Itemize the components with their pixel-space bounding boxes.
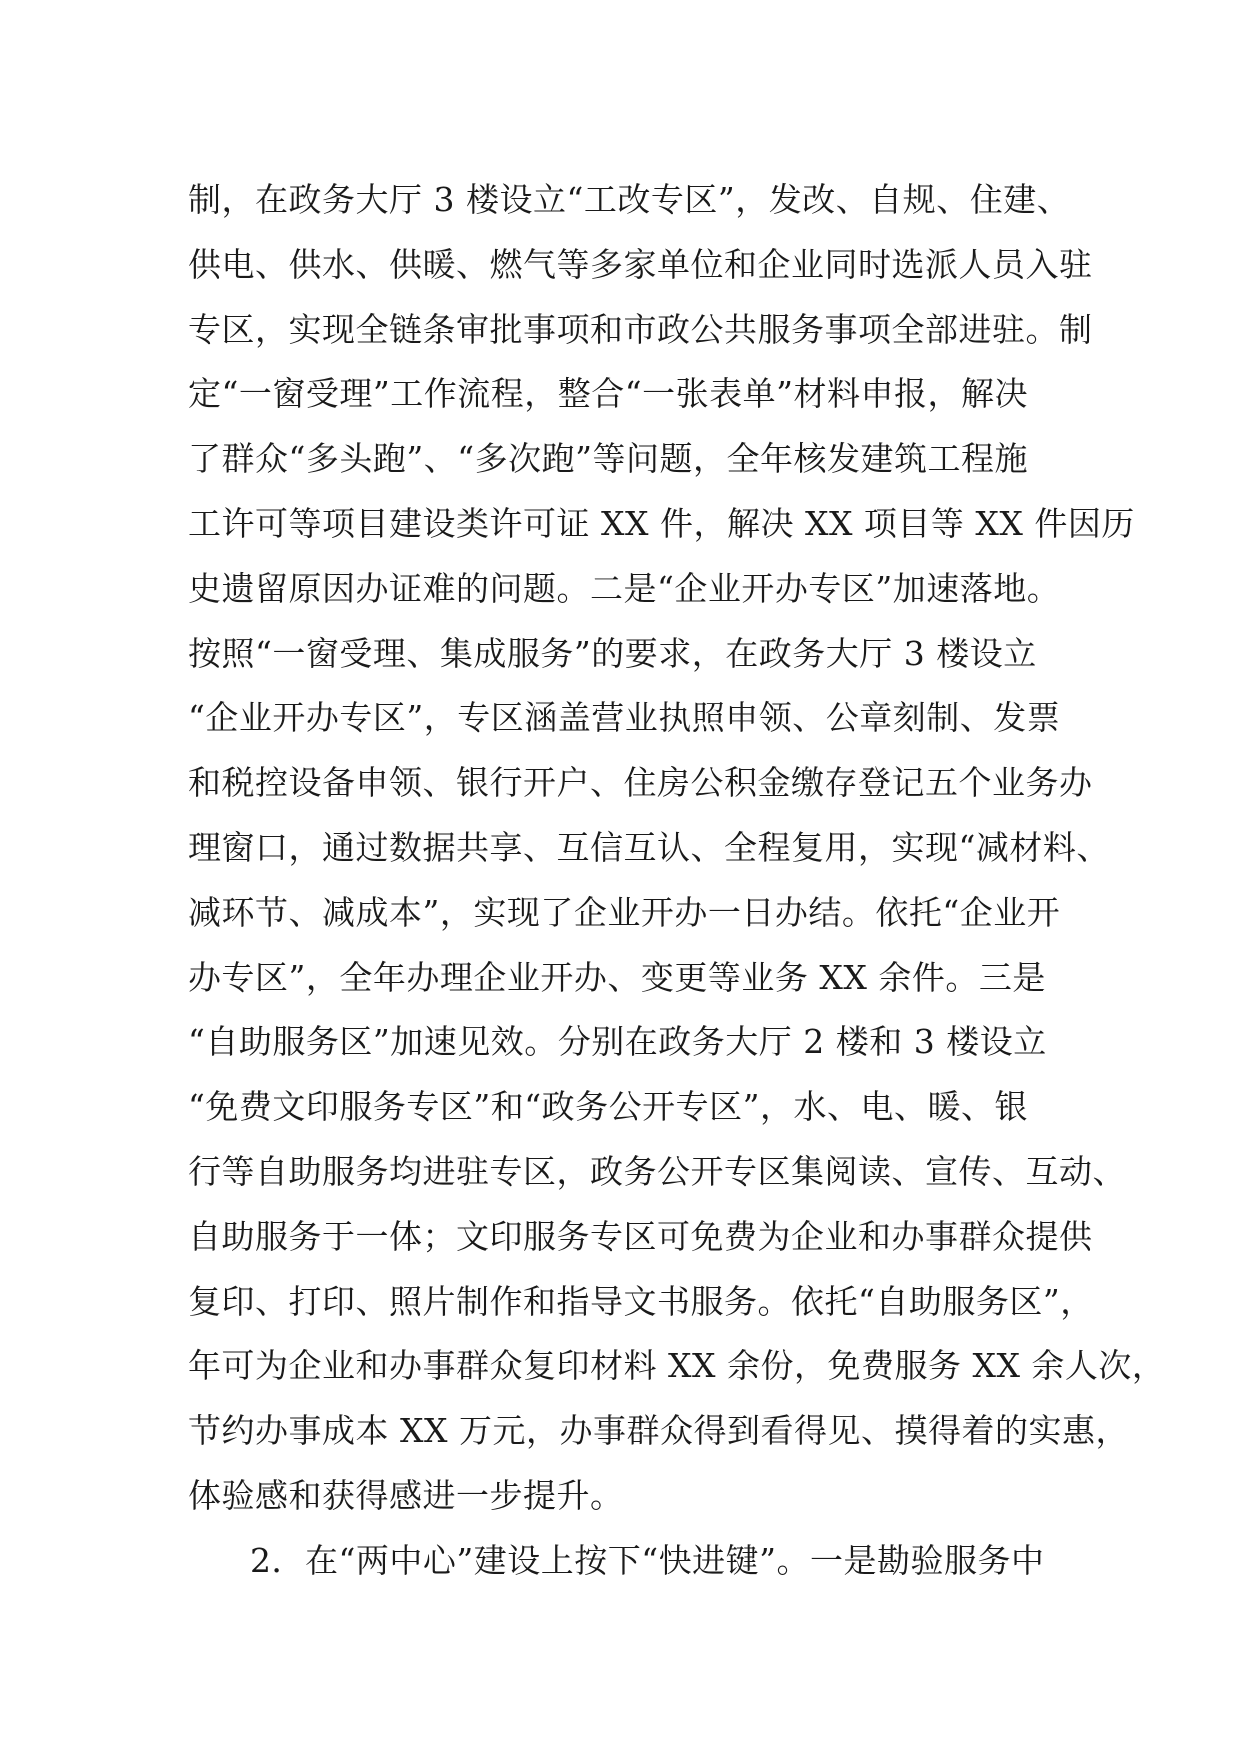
text-line: 史遗留原因办证难的问题。二是“企业开办专区”加速落地。: [188, 568, 1061, 608]
text-line: 供电、供水、供暖、燃气等多家单位和企业同时选派人员入驻: [188, 244, 1093, 284]
text-line: “自助服务区”加速见效。分别在政务大厅 2 楼和 3 楼设立: [188, 1022, 1047, 1062]
text-line: 工许可等项目建设类许可证 XX 件，解决 XX 项目等 XX 件因历: [188, 503, 1135, 543]
text-line: 专区，实现全链条审批事项和市政公共服务事项全部进驻。制: [188, 309, 1093, 349]
text-line: 定“一窗受理”工作流程，整合“一张表单”材料申报，解决: [188, 374, 1028, 414]
text-line: 体验感和获得感进一步提升。: [188, 1475, 624, 1515]
text-line: 行等自助服务均进驻专区，政务公开专区集阅读、宣传、互动、: [188, 1151, 1126, 1191]
text-line: 理窗口，通过数据共享、互信互认、全程复用，实现“减材料、: [188, 827, 1110, 867]
text-line: 办专区”，全年办理企业开办、变更等业务 XX 余件。三是: [188, 957, 1046, 997]
text-line: 年可为企业和办事群众复印材料 XX 余份，免费服务 XX 余人次，: [188, 1346, 1166, 1386]
text-line: “企业开办专区”，专区涵盖营业执照申领、公章刻制、发票: [188, 698, 1061, 738]
text-line: 和税控设备申领、银行开户、住房公积金缴存登记五个业务办: [188, 763, 1093, 803]
text-line: 减环节、减成本”，实现了企业开办一日办结。依托“企业开: [188, 892, 1061, 932]
text-line: “免费文印服务专区”和“政务公开专区”，水、电、暖、银: [188, 1087, 1028, 1127]
text-line: 复印、打印、照片制作和指导文书服务。依托“自助服务区”，: [188, 1281, 1094, 1321]
body-text: [188, 168, 1166, 1594]
text-line: 自助服务于一体；文印服务专区可免费为企业和办事群众提供: [188, 1216, 1093, 1256]
text-line: 了群众“多头跑”、“多次跑”等问题，全年核发建筑工程施: [188, 439, 1028, 479]
text-line: 节约办事成本 XX 万元，办事群众得到看得见、摸得着的实惠，: [188, 1411, 1129, 1451]
text-line: 制，在政务大厅 3 楼设立“工改专区”，发改、自规、住建、: [188, 180, 1071, 219]
paragraph-2-first-line: 2．在“两中心”建设上按下“快进键”。一是勘验服务中: [250, 1540, 1045, 1580]
text-line: 按照“一窗受理、集成服务”的要求，在政务大厅 3 楼设立: [188, 633, 1037, 673]
